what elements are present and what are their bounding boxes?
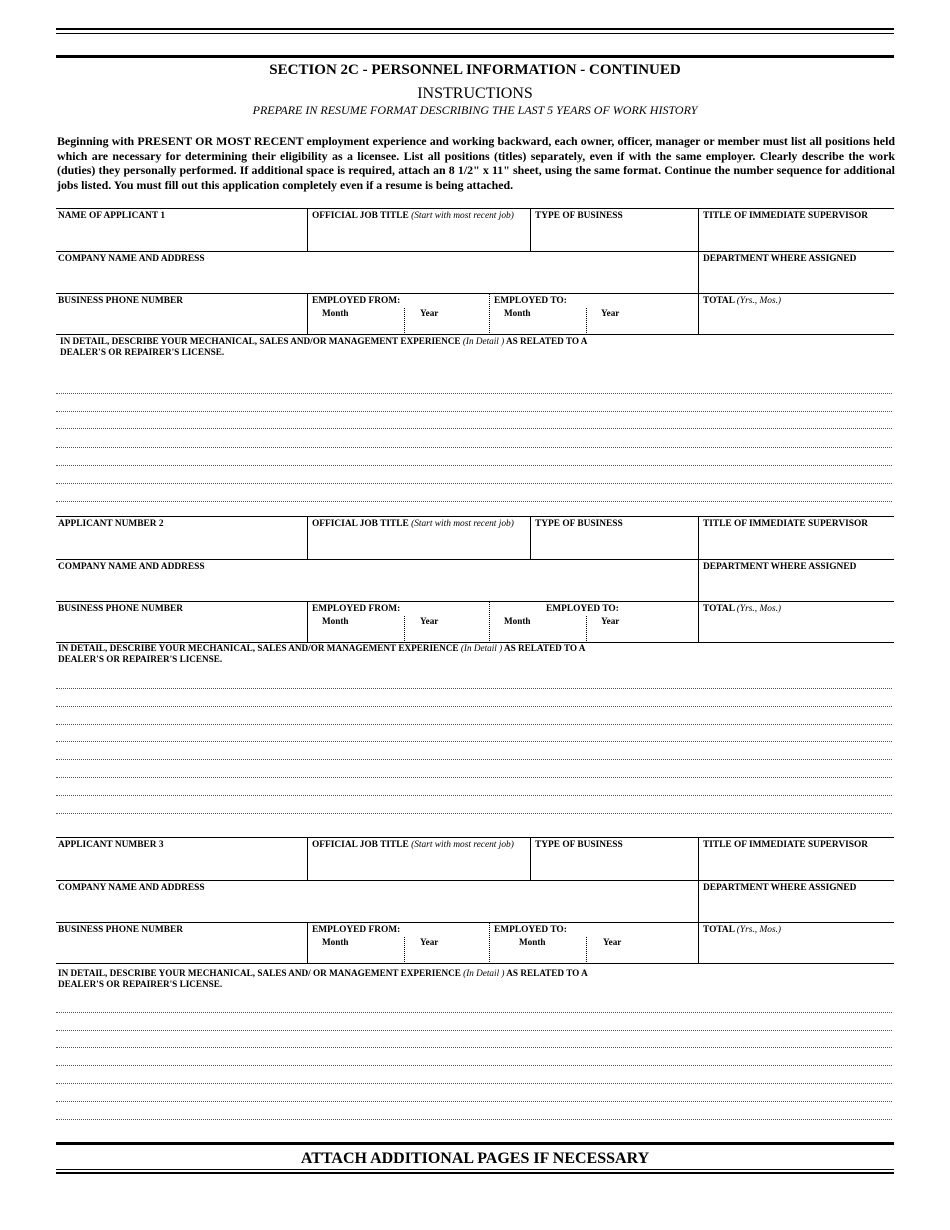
experience-description-label: IN DETAIL, DESCRIBE YOUR MECHANICAL, SALES AND/ OR MANAGEMENT EXPERIENCE (In Detail ) AS RELATED TO A DEALER'S OR REPAIRER'S LICENSE. (58, 968, 588, 989)
applicant-number-label: APPLICANT NUMBER 3 (58, 840, 164, 850)
type-of-business-field[interactable]: TYPE OF BUSINESS (535, 519, 623, 529)
employed-from-field[interactable]: EMPLOYED FROM: Month Year (312, 296, 439, 318)
section-title: SECTION 2C - PERSONNEL INFORMATION - CONTINUED (269, 62, 681, 78)
applicant-number-label: APPLICANT NUMBER 2 (58, 519, 164, 529)
business-phone-field[interactable]: BUSINESS PHONE NUMBER (58, 925, 184, 935)
type-of-business-field[interactable]: TYPE OF BUSINESS (535, 211, 623, 221)
applicant-block-3 (56, 837, 894, 1127)
job-title-field[interactable]: OFFICIAL JOB TITLE (Start with most recent job) (312, 840, 514, 850)
bottom-rule-hairline (56, 1169, 894, 1170)
company-name-address-field[interactable]: COMPANY NAME AND ADDRESS (58, 562, 205, 572)
department-assigned-field[interactable]: DEPARTMENT WHERE ASSIGNED (703, 883, 857, 893)
bottom-rule-thick (56, 1142, 894, 1145)
business-phone-field[interactable]: BUSINESS PHONE NUMBER (58, 296, 184, 306)
employed-to-field[interactable]: EMPLOYED TO: Month Year (494, 925, 622, 947)
applicant-block-1 (56, 208, 894, 508)
department-assigned-field[interactable]: DEPARTMENT WHERE ASSIGNED (703, 562, 857, 572)
department-assigned-field[interactable]: DEPARTMENT WHERE ASSIGNED (703, 254, 857, 264)
applicant-block-2 (56, 516, 894, 826)
job-title-field[interactable]: OFFICIAL JOB TITLE (Start with most recent job) (312, 519, 514, 529)
experience-description-label: IN DETAIL, DESCRIBE YOUR MECHANICAL, SALES AND/OR MANAGEMENT EXPERIENCE (In Detail ) AS RELATED TO A DEALER'S OR REPAIRER'S LICENSE. (60, 336, 588, 357)
instructions-title: INSTRUCTIONS (417, 85, 533, 102)
total-field[interactable]: TOTAL (Yrs., Mos.) (703, 925, 782, 935)
employed-to-field[interactable]: EMPLOYED TO: Month Year (494, 296, 620, 318)
bottom-rule-thin (56, 1172, 894, 1174)
form-page (56, 0, 894, 1230)
attach-pages-note: ATTACH ADDITIONAL PAGES IF NECESSARY (300, 1150, 650, 1167)
employed-to-field[interactable]: EMPLOYED TO: Month Year (504, 604, 620, 626)
instructions-subtitle: PREPARE IN RESUME FORMAT DESCRIBING THE LAST 5 YEARS OF WORK HISTORY (252, 103, 698, 117)
total-field[interactable]: TOTAL (Yrs., Mos.) (703, 296, 782, 306)
top-rule-hairline (56, 33, 894, 34)
type-of-business-field[interactable]: TYPE OF BUSINESS (535, 840, 623, 850)
employed-from-field[interactable]: EMPLOYED FROM: Month Year (312, 604, 439, 626)
company-name-address-field[interactable]: COMPANY NAME AND ADDRESS (58, 883, 205, 893)
name-of-applicant-label: NAME OF APPLICANT 1 (58, 211, 166, 221)
top-rule-thick (56, 55, 894, 58)
instructions-paragraph: Beginning with PRESENT OR MOST RECENT employment experience and working backward, each owner, officer, manager or member must list all positions held which are necessary for determining their eligibility as a licensee. List all positions (titles) separately, even if with the same employer. Clearly describe the work (duties) they personally performed. If additional space is required, attach an 8 1/2" x 11" sheet, using the same format. Continue the number sequence for additional jobs listed. You must fill out this application completely even if a resume is being attached. (57, 134, 895, 193)
business-phone-field[interactable]: BUSINESS PHONE NUMBER (58, 604, 184, 614)
company-name-address-field[interactable]: COMPANY NAME AND ADDRESS (58, 254, 205, 264)
supervisor-title-field[interactable]: TITLE OF IMMEDIATE SUPERVISOR (703, 840, 869, 850)
experience-description-label: IN DETAIL, DESCRIBE YOUR MECHANICAL, SALES AND/OR MANAGEMENT EXPERIENCE (In Detail ) AS RELATED TO A DEALER'S OR REPAIRER'S LICENSE. (58, 643, 586, 664)
job-title-field[interactable]: OFFICIAL JOB TITLE (Start with most recent job) (312, 211, 514, 221)
top-rule-thin (56, 28, 894, 30)
supervisor-title-field[interactable]: TITLE OF IMMEDIATE SUPERVISOR (703, 519, 869, 529)
employed-from-field[interactable]: EMPLOYED FROM: Month Year (312, 925, 439, 947)
total-field[interactable]: TOTAL (Yrs., Mos.) (703, 604, 782, 614)
supervisor-title-field[interactable]: TITLE OF IMMEDIATE SUPERVISOR (703, 211, 869, 221)
